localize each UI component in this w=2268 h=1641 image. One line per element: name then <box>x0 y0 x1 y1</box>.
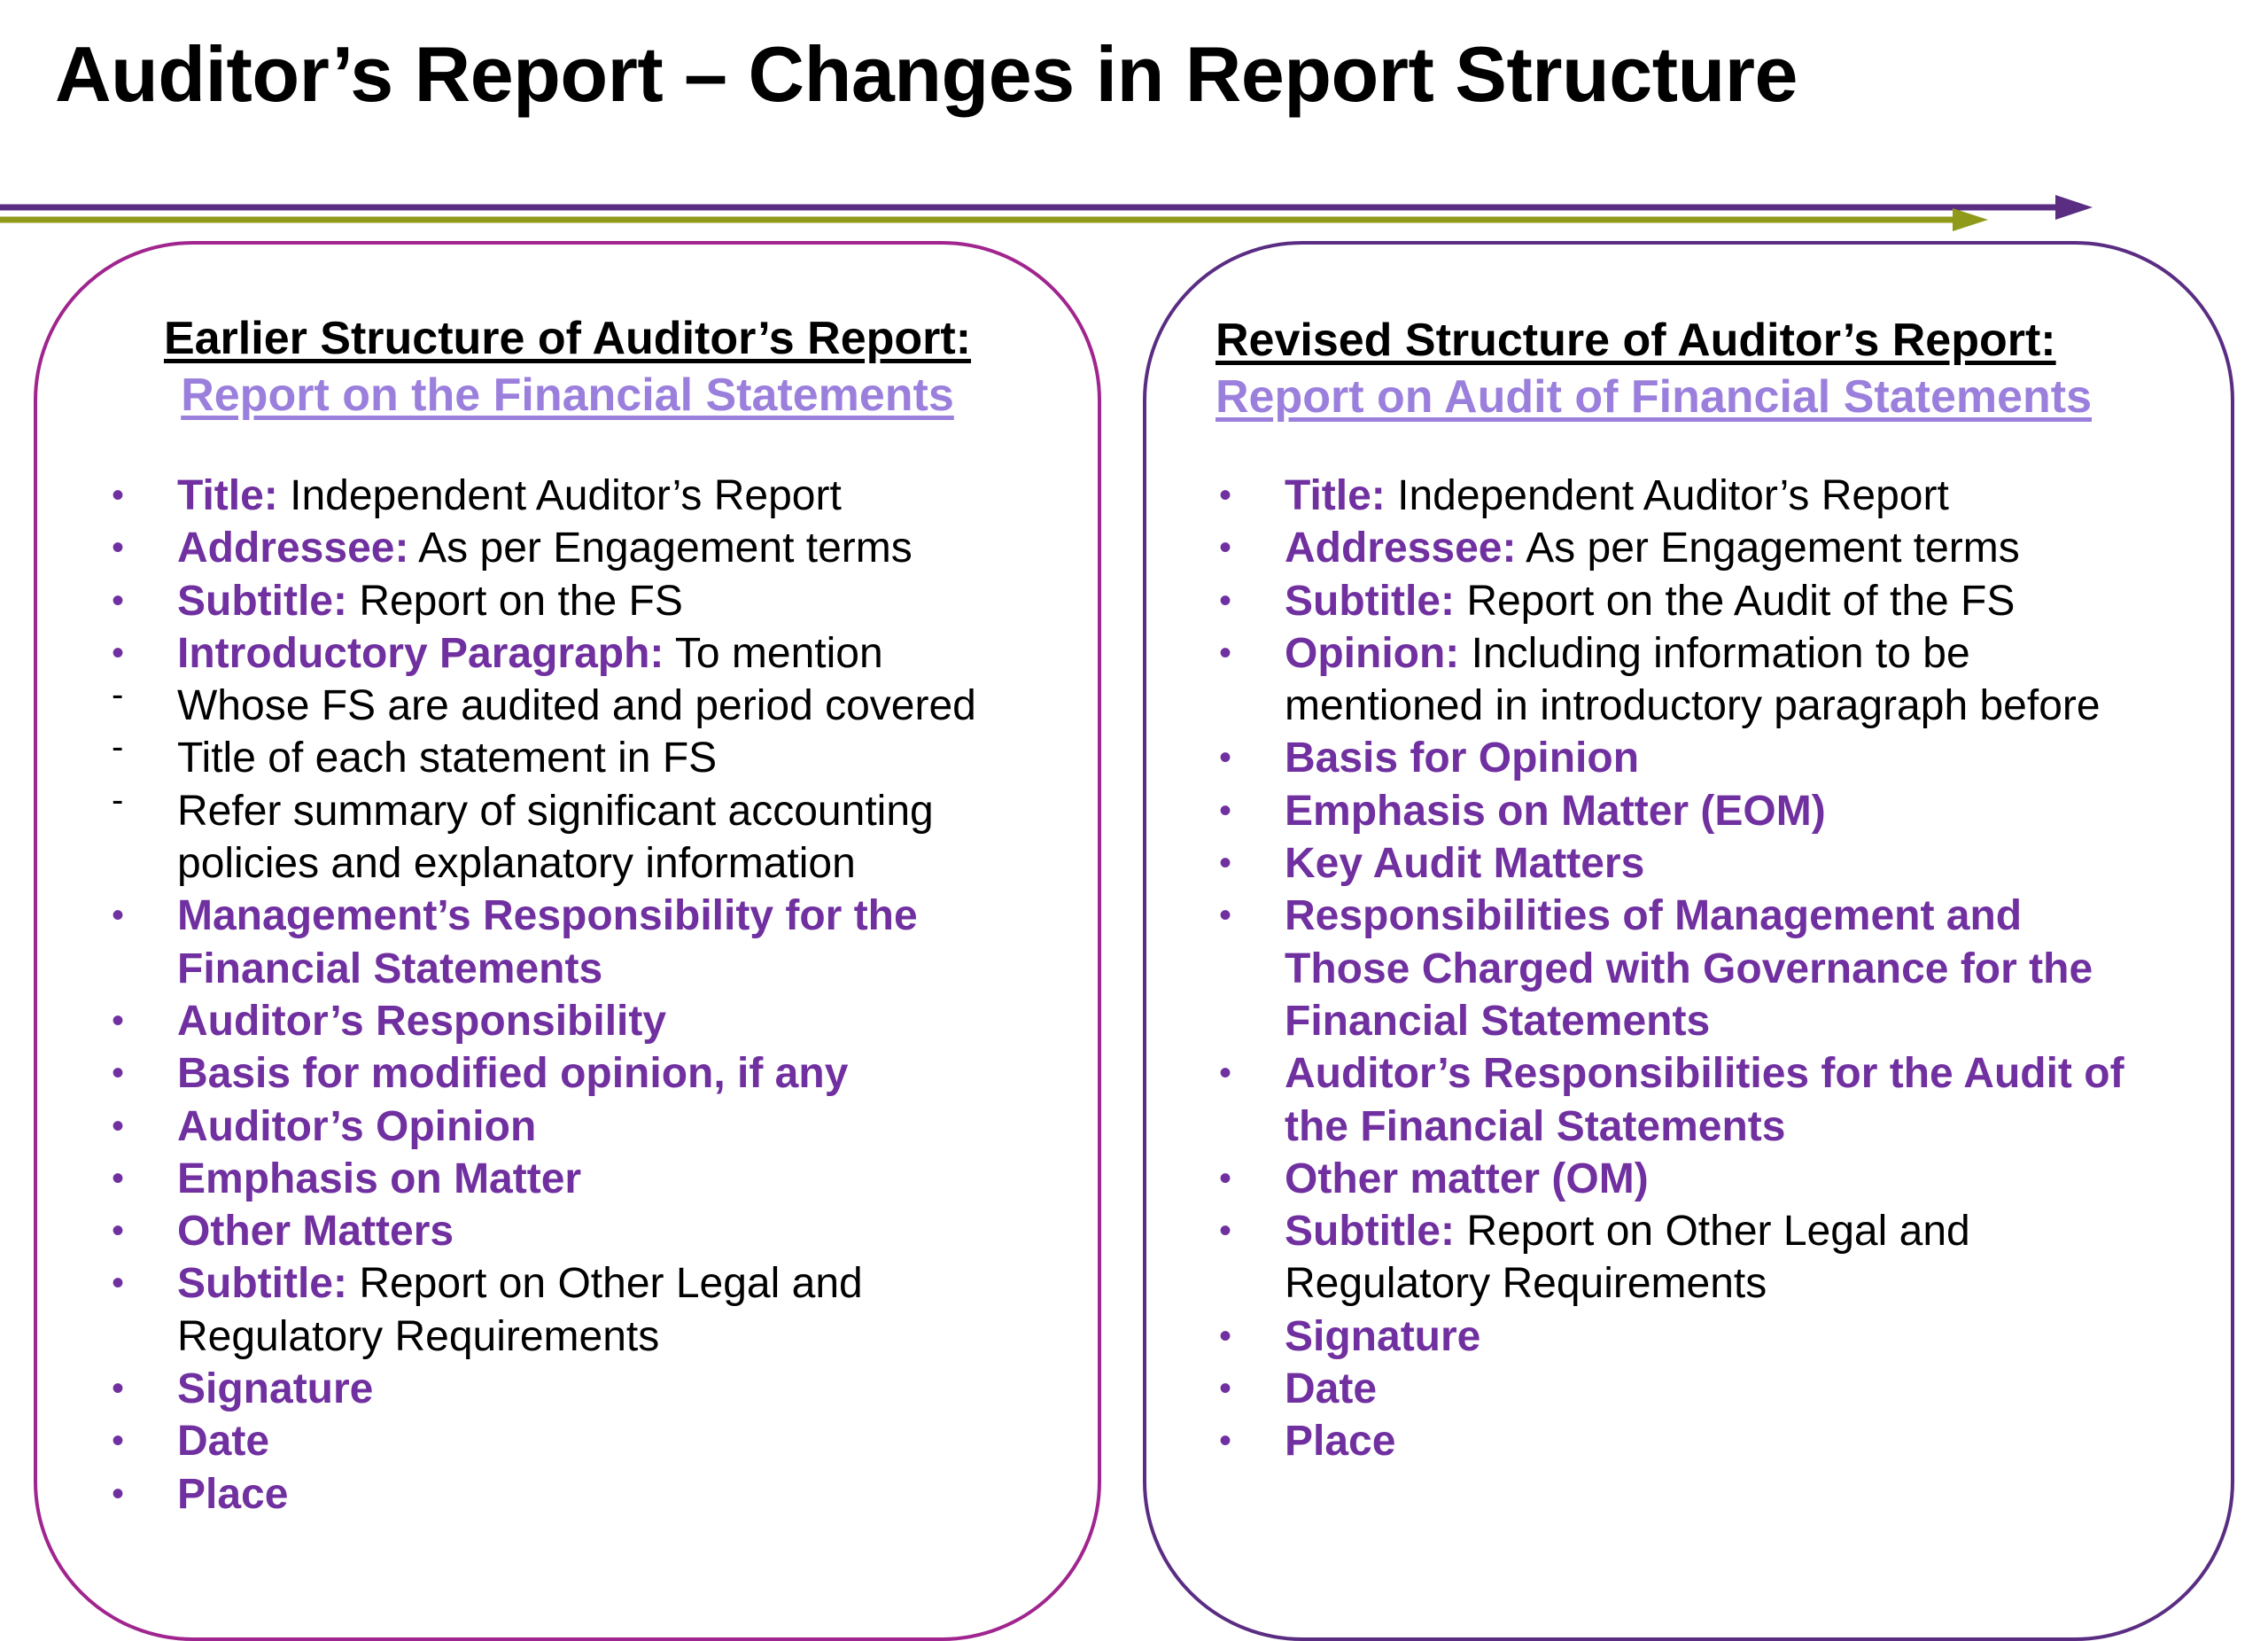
left-list-item <box>112 1047 976 1100</box>
bullet-icon: • <box>1219 476 1232 515</box>
item-text: policies and explanatory information <box>177 840 856 888</box>
item-label: Addressee: <box>177 525 409 572</box>
left-list-item <box>112 1415 976 1467</box>
arrow-bottom-line <box>0 208 1988 231</box>
bullet-icon: • <box>1219 896 1232 936</box>
item-text: Report on Other Legal and <box>346 1260 863 1308</box>
right-list-item <box>1219 1310 2124 1363</box>
item-label: Key Audit Matters <box>1285 840 1645 888</box>
item-label: Place <box>1285 1418 1396 1466</box>
revised-structure-header <box>1216 312 2231 425</box>
bullet-icon: • <box>1219 1158 1232 1198</box>
bullet-icon: • <box>112 1421 125 1461</box>
bullet-icon: • <box>112 1106 125 1146</box>
left-list-item <box>112 522 976 574</box>
item-label: Auditor’s Responsibility <box>177 997 667 1045</box>
item-text: Report on the Audit of the FS <box>1454 577 2016 625</box>
left-list-item <box>112 627 976 680</box>
left-list-item <box>112 890 976 942</box>
earlier-structure-header <box>37 310 1098 424</box>
item-text: Independent Auditor’s Report <box>1385 472 1949 519</box>
item-label: Addressee: <box>1285 525 1517 572</box>
left-list-item <box>177 1310 976 1363</box>
right-list-item <box>1219 837 2124 890</box>
earlier-structure-heading: Earlier Structure of Auditor’s Report: <box>163 313 972 364</box>
bullet-icon: • <box>1219 1421 1232 1461</box>
bullet-icon: • <box>112 1474 125 1513</box>
right-list-item <box>1285 943 2124 995</box>
item-label: Responsibilities of Management and <box>1285 892 2023 940</box>
item-label: Those Charged with Governance for the <box>1285 945 2093 992</box>
bullet-icon: • <box>112 1158 125 1198</box>
right-list-item <box>1219 732 2124 784</box>
bullet-icon: • <box>112 580 125 620</box>
revised-structure-subheading: Report on Audit of Financial Statements <box>1216 371 2093 423</box>
item-label: Introductory Paragraph: <box>177 629 664 677</box>
right-list-item <box>1285 995 2124 1047</box>
right-list-item <box>1285 1100 2124 1153</box>
right-list-item <box>1219 1153 2124 1205</box>
bullet-icon: • <box>1219 1054 1232 1093</box>
bullet-icon: • <box>112 528 125 568</box>
item-label: Subtitle: <box>1285 577 1455 625</box>
bullet-icon: • <box>1219 790 1232 830</box>
item-label: Subtitle: <box>177 1260 347 1308</box>
right-list-item <box>1219 890 2124 942</box>
bullet-icon: • <box>112 1369 125 1409</box>
bullet-icon: • <box>1219 528 1232 568</box>
item-text: As per Engagement terms <box>408 525 913 572</box>
left-list-item <box>112 727 976 784</box>
item-text: Report on Other Legal and <box>1454 1208 1970 1256</box>
right-list-item <box>1219 1415 2124 1467</box>
right-list-item <box>1285 1257 2124 1310</box>
item-label: Auditor’s Responsibilities for the Audit of <box>1285 1050 2124 1098</box>
item-label: Title: <box>177 472 278 519</box>
right-list-item <box>1219 1047 2124 1100</box>
item-label: Management’s Responsibility for the <box>177 892 918 940</box>
bullet-icon: • <box>1219 844 1232 883</box>
item-text: To mention <box>664 629 883 677</box>
left-list-item <box>112 575 976 627</box>
right-list-item <box>1219 575 2124 627</box>
bullet-icon: • <box>112 633 125 673</box>
bullet-icon: • <box>1219 580 1232 620</box>
item-label: Signature <box>177 1365 374 1413</box>
earlier-structure-list <box>112 470 976 1520</box>
item-label: Basis for modified opinion, if any <box>177 1050 849 1098</box>
bullet-icon: • <box>1219 1211 1232 1251</box>
left-list-item <box>112 1363 976 1415</box>
left-list-item <box>112 1257 976 1310</box>
left-list-item <box>112 470 976 522</box>
item-text: mentioned in introductory paragraph before <box>1285 682 2101 730</box>
item-label: Auditor’s Opinion <box>177 1102 537 1150</box>
right-list-item <box>1219 627 2124 680</box>
dash-marker: - <box>112 727 124 767</box>
bullet-icon: • <box>112 1211 125 1251</box>
right-list-item <box>1219 470 2124 522</box>
item-text: Regulatory Requirements <box>177 1312 660 1360</box>
item-label: Financial Statements <box>177 945 603 992</box>
item-text: Whose FS are audited and period covered <box>177 682 976 730</box>
item-label: Date <box>1285 1365 1378 1413</box>
item-label: Basis for Opinion <box>1285 735 1640 782</box>
left-list-item <box>177 943 976 995</box>
right-list-item <box>1219 785 2124 837</box>
left-list-item <box>112 675 976 732</box>
earlier-structure-subheading: Report on the Financial Statements <box>181 369 954 421</box>
item-label: Subtitle: <box>177 577 347 625</box>
item-text: Regulatory Requirements <box>1285 1260 1767 1308</box>
left-list-item <box>112 995 976 1047</box>
item-label: Emphasis on Matter (EOM) <box>1285 787 1826 835</box>
left-list-item <box>112 1468 976 1520</box>
item-label: the Financial Statements <box>1285 1102 1786 1150</box>
bullet-icon: • <box>1219 1316 1232 1356</box>
revised-structure-panel <box>1143 241 2234 1641</box>
item-label: Opinion: <box>1285 629 1460 677</box>
left-list-item <box>112 780 976 837</box>
right-list-item <box>1219 1363 2124 1415</box>
item-text: Title of each statement in FS <box>177 735 718 782</box>
item-label: Subtitle: <box>1285 1208 1455 1256</box>
bullet-icon: • <box>1219 1369 1232 1409</box>
right-list-item <box>1219 522 2124 574</box>
bullet-icon: • <box>1219 633 1232 673</box>
item-label: Financial Statements <box>1285 997 1711 1045</box>
item-text: Independent Auditor’s Report <box>277 472 842 519</box>
item-label: Title: <box>1285 472 1386 519</box>
earlier-structure-panel <box>34 241 1101 1641</box>
bullet-icon: • <box>112 476 125 515</box>
left-list-item <box>112 1205 976 1257</box>
item-text: Report on the FS <box>346 577 683 625</box>
bullet-icon: • <box>1219 738 1232 778</box>
bullet-icon: • <box>112 1054 125 1093</box>
revised-structure-list <box>1219 470 2124 1468</box>
item-label: Other Matters <box>177 1208 454 1256</box>
left-list-item <box>177 837 976 890</box>
item-text: Refer summary of significant accounting <box>177 787 934 835</box>
right-list-item <box>1285 680 2124 732</box>
item-text: As per Engagement terms <box>1516 525 2020 572</box>
dash-marker: - <box>112 675 124 715</box>
slide-title: Auditor’s Report – Changes in Report Structure <box>55 30 1798 118</box>
item-label: Date <box>177 1418 270 1466</box>
left-list-item <box>112 1153 976 1205</box>
item-text: Including information to be <box>1459 629 1970 677</box>
item-label: Place <box>177 1470 289 1518</box>
left-list-item <box>112 1100 976 1153</box>
item-label: Emphasis on Matter <box>177 1155 582 1202</box>
right-list-item <box>1219 1205 2124 1257</box>
bullet-icon: • <box>112 1000 125 1040</box>
bullet-icon: • <box>112 1264 125 1303</box>
arrow-top-line <box>0 195 2093 220</box>
bullet-icon: • <box>112 896 125 936</box>
item-label: Other matter (OM) <box>1285 1155 1649 1202</box>
revised-structure-heading: Revised Structure of Auditor’s Report: <box>1216 315 2056 366</box>
item-label: Signature <box>1285 1312 1481 1360</box>
dash-marker: - <box>112 780 124 820</box>
